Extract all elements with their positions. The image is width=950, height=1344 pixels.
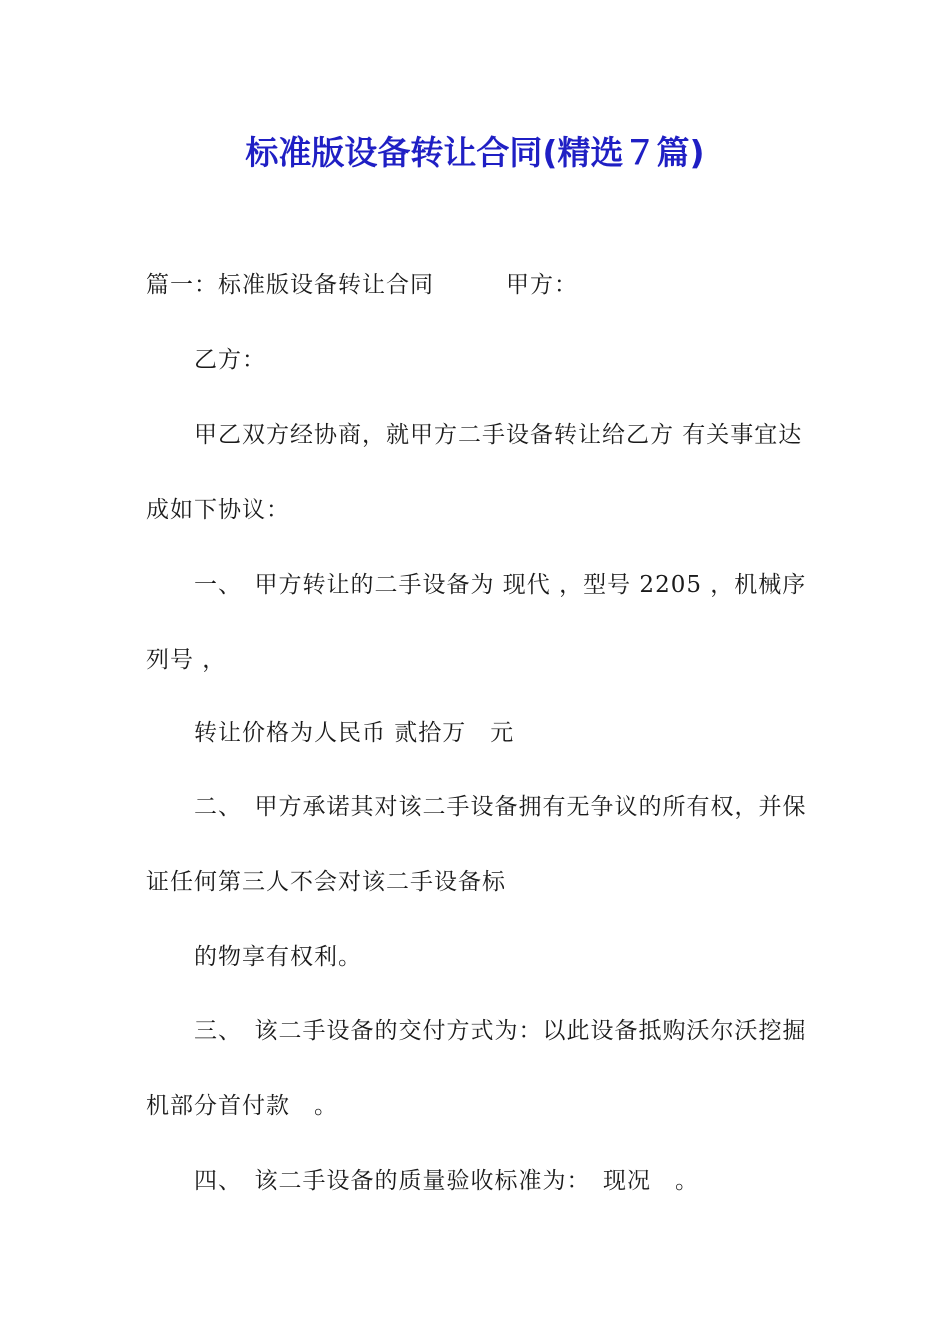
intro-paragraph-line-2: 成如下协议： bbox=[146, 497, 290, 523]
clause-3-line-1: 三、 该二手设备的交付方式为：以此设备抵购沃尔沃挖掘 bbox=[194, 1018, 807, 1044]
intro-paragraph-line-1: 甲乙双方经协商，就甲方二手设备转让给乙方 有关事宜达 bbox=[194, 422, 803, 448]
price-line: 转让价格为人民币 贰拾万 元 bbox=[194, 720, 515, 746]
clause-2-line-2: 证任何第三人不会对该二手设备标 bbox=[146, 869, 506, 895]
party-b-line: 乙方： bbox=[194, 347, 266, 373]
document-title: 标准版设备转让合同(精选７篇) bbox=[245, 133, 705, 172]
clause-3-line-2: 机部分首付款 。 bbox=[146, 1093, 338, 1119]
clause-4-line-1: 四、 该二手设备的质量验收标准为： 现况 。 bbox=[194, 1168, 699, 1194]
clause-1-line-1: 一、 甲方转让的二手设备为 现代 ，型号 2205 ，机械序 bbox=[194, 572, 807, 598]
clause-1-line-2: 列号 ， bbox=[146, 647, 227, 673]
clause-2-line-3: 的物享有权利。 bbox=[194, 944, 362, 970]
section-heading-line: 篇一：标准版设备转让合同 甲方： bbox=[146, 272, 578, 298]
clause-2-line-1: 二、 甲方承诺其对该二手设备拥有无争议的所有权，并保 bbox=[194, 794, 807, 820]
